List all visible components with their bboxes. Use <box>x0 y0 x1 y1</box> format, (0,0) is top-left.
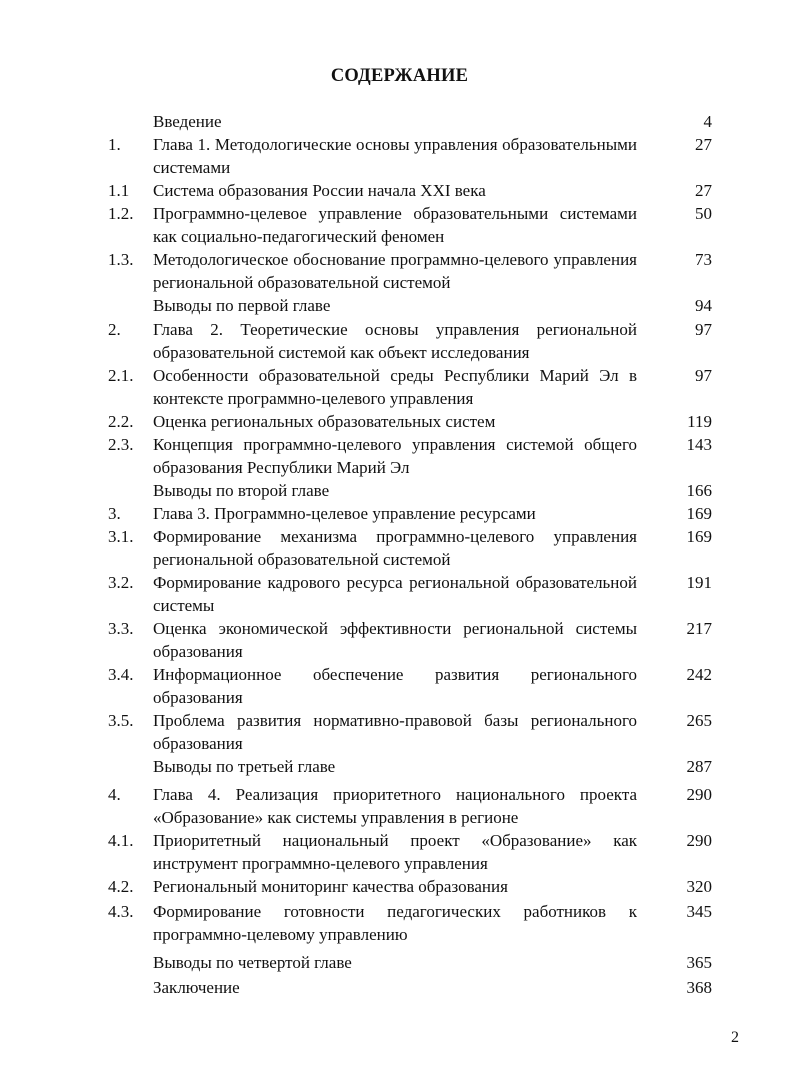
toc-entry-title: Выводы по первой главе <box>153 296 331 315</box>
toc-entry-page: 320 <box>686 877 712 896</box>
toc-entry <box>108 875 712 898</box>
toc-entry-number: 2. <box>108 320 121 339</box>
toc-entry <box>108 248 712 294</box>
toc-entry <box>108 755 712 778</box>
toc-entry-title: Глава 2. Теоретические основы управления региональной образовательной системой как объект исследования <box>153 320 637 362</box>
toc-entry <box>108 525 712 571</box>
toc-entry-number: 3. <box>108 504 121 523</box>
toc-entry-title: Региональный мониторинг качества образования <box>153 877 508 896</box>
toc-entry <box>108 617 712 663</box>
toc-entry-page: 290 <box>686 831 712 850</box>
page-number: 2 <box>731 1029 739 1046</box>
toc-entry-page: 368 <box>686 978 712 997</box>
toc-entry <box>108 433 712 479</box>
toc-entry <box>108 410 712 433</box>
toc-entry <box>108 502 712 525</box>
toc-entry <box>108 318 712 364</box>
toc-entry <box>108 951 712 974</box>
toc-entry-title: Формирование механизма программно-целевого управления региональной образовательной системой <box>153 527 637 569</box>
toc-entry-page: 97 <box>695 366 712 385</box>
toc-entry-page: 169 <box>686 527 712 546</box>
toc-entry-number: 4.3. <box>108 902 134 921</box>
toc-entry-page: 73 <box>695 250 712 269</box>
toc-entry <box>108 829 712 875</box>
toc-entry-page: 119 <box>687 412 712 431</box>
page-title: СОДЕРЖАНИЕ <box>330 66 469 86</box>
toc-entry-page: 50 <box>695 204 712 223</box>
toc-entry-page: 166 <box>686 481 712 500</box>
toc-entry <box>108 294 712 317</box>
toc-entry-page: 27 <box>695 181 712 200</box>
toc-entry-page: 345 <box>686 902 712 921</box>
toc-entry-page: 4 <box>703 112 712 131</box>
toc-entry-number: 1.2. <box>108 204 134 223</box>
toc-entry-title: Выводы по второй главе <box>153 481 330 500</box>
toc-entry <box>108 709 712 755</box>
toc-entry-number: 4.2. <box>108 877 134 896</box>
toc-entry-number: 2.2. <box>108 412 134 431</box>
toc-entry <box>108 783 712 829</box>
toc-entry-title: Выводы по четвертой главе <box>153 953 352 972</box>
toc-entry-page: 290 <box>686 785 712 804</box>
toc-entry <box>108 663 712 709</box>
toc-entry-number: 3.1. <box>108 527 134 546</box>
toc-entry <box>108 364 712 410</box>
toc-entry-page: 191 <box>686 573 712 592</box>
toc-entry-page: 94 <box>695 296 712 315</box>
toc-entry-title: Программно-целевое управление образовательными системами как социально-педагогический феномен <box>153 204 637 246</box>
toc-entry-page: 143 <box>686 435 712 454</box>
toc-entry-title: Проблема развития нормативно-правовой базы регионального образования <box>153 711 637 753</box>
toc-entry-page: 287 <box>686 757 712 776</box>
toc-entry <box>108 202 712 248</box>
toc-entry-title: Заключение <box>153 978 240 997</box>
toc-entry-number: 3.2. <box>108 573 134 592</box>
toc-entry-title: Оценка региональных образовательных систем <box>153 412 496 431</box>
toc-entry-title: Методологическое обоснование программно-целевого управления региональной образовательной системой <box>153 250 637 292</box>
table-of-contents <box>108 110 712 999</box>
toc-entry-number: 4. <box>108 785 121 804</box>
toc-entry-page: 242 <box>686 665 712 684</box>
toc-entry-title: Глава 1. Методологические основы управления образовательными системами <box>153 135 637 177</box>
toc-entry-page: 365 <box>686 953 712 972</box>
toc-entry-title: Особенности образовательной среды Республики Марий Эл в контексте программно-целевого управления <box>153 366 637 408</box>
toc-entry-title: Концепция программно-целевого управления системой общего образования Республики Марий Эл <box>153 435 637 477</box>
toc-entry-title: Оценка экономической эффективности региональной системы образования <box>153 619 637 661</box>
toc-entry-number: 2.3. <box>108 435 134 454</box>
toc-entry-number: 1.1 <box>108 181 130 200</box>
toc-entry-title: Информационное обеспечение развития регионального образования <box>153 665 637 707</box>
toc-entry-number: 3.4. <box>108 665 134 684</box>
toc-entry-number: 3.5. <box>108 711 134 730</box>
toc-entry-page: 217 <box>686 619 712 638</box>
toc-entry-title: Формирование кадрового ресурса региональной образовательной системы <box>153 573 637 615</box>
toc-entry-number: 1.3. <box>108 250 134 269</box>
toc-entry <box>108 479 712 502</box>
toc-entry-title: Глава 4. Реализация приоритетного национального проекта «Образование» как системы управления в регионе <box>153 785 637 827</box>
toc-entry <box>108 571 712 617</box>
toc-entry <box>108 179 712 202</box>
toc-entry-title: Формирование готовности педагогических работников к программно-целевому управлению <box>153 902 637 944</box>
toc-entry-title: Выводы по третьей главе <box>153 757 336 776</box>
toc-entry-title: Введение <box>153 112 222 131</box>
toc-entry-page: 169 <box>686 504 712 523</box>
toc-entry <box>108 976 712 999</box>
toc-entry <box>108 133 712 179</box>
toc-entry <box>108 110 712 133</box>
toc-entry-number: 2.1. <box>108 366 134 385</box>
toc-entry-page: 265 <box>686 711 712 730</box>
toc-entry-title: Система образования России начала XXI века <box>153 181 486 200</box>
toc-entry-number: 4.1. <box>108 831 134 850</box>
toc-entry-page: 27 <box>695 135 712 154</box>
toc-entry <box>108 900 712 946</box>
toc-entry-number: 1. <box>108 135 121 154</box>
toc-entry-title: Приоритетный национальный проект «Образование» как инструмент программно-целевого управления <box>153 831 637 873</box>
toc-entry-number: 3.3. <box>108 619 134 638</box>
toc-entry-page: 97 <box>695 320 712 339</box>
toc-entry-title: Глава 3. Программно-целевое управление ресурсами <box>153 504 536 523</box>
